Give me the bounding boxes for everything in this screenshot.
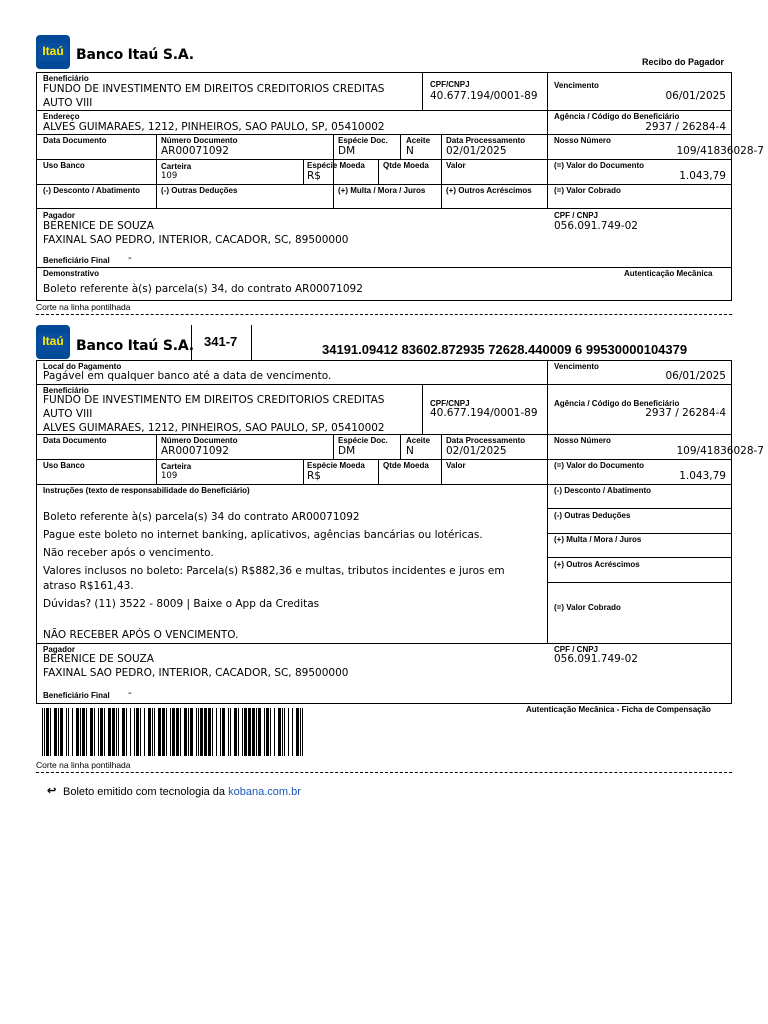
barcode-bar: [122, 708, 125, 756]
barcode-bar: [66, 708, 67, 756]
label-instrucoes: Instruções (texto de responsabilidade do Beneficiário): [43, 486, 250, 495]
instrucao-line: Boleto referente à(s) parcela(s) 34 do contrato AR00071092: [43, 511, 360, 523]
vencimento-value: 06/01/2025: [665, 370, 726, 382]
barcode-bar: [252, 708, 255, 756]
label-desconto: (-) Desconto / Abatimento: [554, 486, 652, 495]
instrucao-line: Não receber após o vencimento.: [43, 547, 214, 559]
label-cpfcnpj: CPF/CNPJ: [430, 80, 470, 89]
label-valor: Valor: [446, 461, 466, 470]
barcode-bar: [130, 708, 131, 756]
pagador-cpf: 056.091.749-02: [554, 220, 638, 232]
itau-logo: Itaú: [36, 325, 70, 359]
instrucao-line: Valores inclusos no boleto: Parcela(s) R$882,36 e multas, tributos incidentes e juros em: [43, 565, 505, 577]
label-numero-documento: Número Documento: [161, 136, 238, 145]
beneficiario-cnpj: 40.677.194/0001-89: [430, 90, 538, 102]
barcode-bar: [282, 708, 283, 756]
barcode-bar: [238, 708, 239, 756]
barcode-bar: [200, 708, 203, 756]
barcode-bar: [198, 708, 199, 756]
instrucao-line: Dúvidas? (11) 3522 - 8009 | Baixe o App da Creditas: [43, 598, 320, 610]
barcode-bar: [162, 708, 165, 756]
label-carteira: Carteira: [161, 162, 192, 171]
label-outros-acrescimos: (+) Outros Acréscimos: [554, 560, 640, 569]
barcode-bar: [136, 708, 139, 756]
agencia-value: 2937 / 26284-4: [645, 121, 726, 133]
label-multa: (+) Multa / Mora / Juros: [338, 186, 426, 195]
label-especie-doc: Espécie Doc.: [338, 136, 388, 145]
barcode-bar: [68, 708, 69, 756]
nosso-numero-value: 109/41836028-7: [676, 445, 764, 457]
footer-text: Boleto emitido com tecnologia da kobana.com.br: [63, 786, 301, 798]
label-valor-documento: (=) Valor do Documento: [554, 461, 645, 470]
local-pagamento-value: Pagável em qualquer banco até a data de vencimento.: [43, 370, 332, 382]
barcode-bar: [108, 708, 111, 756]
label-vencimento: Vencimento: [554, 362, 599, 371]
pagador-endereco: FAXINAL SAO PEDRO, INTERIOR, CACADOR, SC, 89500000: [43, 234, 349, 246]
barcode-bar: [204, 708, 207, 756]
label-valor-documento: (=) Valor do Documento: [554, 161, 645, 170]
kobana-link[interactable]: kobana.com.br: [228, 786, 301, 798]
label-beneficiario: Beneficiário: [43, 386, 89, 395]
barcode-bar: [140, 708, 141, 756]
label-beneficiario-final: Beneficiário Final: [43, 691, 110, 700]
barcode-bar: [126, 708, 127, 756]
barcode-bar: [256, 708, 257, 756]
demonstrativo-value: Boleto referente à(s) parcela(s) 34, do contrato AR00071092: [43, 283, 363, 295]
beneficiario-cnpj: 40.677.194/0001-89: [430, 407, 538, 419]
label-desconto: (-) Desconto / Abatimento: [43, 186, 141, 195]
barcode-bar: [212, 708, 213, 756]
carteira-value: 109: [161, 171, 178, 181]
especie-doc-value: DM: [338, 145, 356, 157]
barcode-bar: [54, 708, 57, 756]
label-especie-doc: Espécie Doc.: [338, 436, 388, 445]
label-uso-banco: Uso Banco: [43, 161, 85, 170]
numero-documento-value: AR00071092: [161, 445, 229, 457]
numero-documento-value: AR00071092: [161, 145, 229, 157]
label-valor-cobrado: (=) Valor Cobrado: [554, 603, 621, 612]
valor-documento-value: 1.043,79: [679, 470, 726, 482]
label-qtde-moeda: Qtde Moeda: [383, 461, 429, 470]
barcode-bar: [208, 708, 211, 756]
instrucao-line: atraso R$161,43.: [43, 580, 134, 592]
barcode-bar: [166, 708, 167, 756]
label-pagador: Pagador: [43, 645, 76, 654]
barcode-bar: [170, 708, 171, 756]
barcode-bar: [242, 708, 243, 756]
aceite-value: N: [406, 445, 414, 457]
label-cpf-cnpj: CPF / CNPJ: [554, 645, 599, 654]
barcode-bar: [112, 708, 115, 756]
linha-digitavel: 34191.09412 83602.872935 72628.440009 6 99530000104379: [322, 342, 688, 357]
barcode-bar: [72, 708, 73, 756]
barcode-bar: [216, 708, 217, 756]
bank-code: 341-7: [204, 334, 238, 349]
barcode-bar: [176, 708, 179, 756]
barcode-bar: [180, 708, 181, 756]
barcode-bar: [82, 708, 85, 756]
barcode-bar: [264, 708, 265, 756]
agencia-value: 2937 / 26284-4: [645, 407, 726, 419]
barcode-bar: [284, 708, 285, 756]
label-qtde-moeda: Qtde Moeda: [383, 161, 429, 170]
label-aceite: Aceite: [406, 436, 431, 445]
label-autenticacao: Autenticação Mecânica - Ficha de Compensação: [526, 705, 711, 714]
label-endereco: Endereço: [43, 112, 80, 121]
label-data-documento: Data Documento: [43, 436, 107, 445]
kobana-icon: ↩: [47, 785, 57, 797]
barcode-bar: [42, 708, 43, 756]
label-demonstrativo: Demonstrativo: [43, 269, 100, 278]
label-autenticacao: Autenticação Mecânica: [624, 269, 713, 278]
barcode-bar: [152, 708, 153, 756]
label-uso-banco: Uso Banco: [43, 461, 85, 470]
barcode-bar: [154, 708, 155, 756]
barcode-bar: [258, 708, 261, 756]
label-outras-deducoes: (-) Outras Deduções: [161, 186, 238, 195]
corte-label: Corte na linha pontilhada: [36, 302, 131, 312]
aceite-value: N: [406, 145, 414, 157]
pagador-nome: BERENICE DE SOUZA: [43, 653, 154, 665]
vencimento-value: 06/01/2025: [665, 90, 726, 102]
barcode-bar: [46, 708, 49, 756]
pagador-cpf: 056.091.749-02: [554, 653, 638, 665]
barcode-bar: [158, 708, 161, 756]
beneficiario-line2: AUTO VIII: [43, 97, 93, 109]
barcode-bar: [148, 708, 151, 756]
instrucao-line: Pague este boleto no internet banking, aplicativos, agências bancárias ou lotéricas.: [43, 529, 483, 541]
nosso-numero-value: 109/41836028-7: [676, 145, 764, 157]
barcode-bar: [94, 708, 95, 756]
cut-line: [36, 314, 732, 315]
barcode-bar: [244, 708, 247, 756]
barcode: [42, 708, 438, 756]
barcode-bar: [190, 708, 193, 756]
barcode-bar: [172, 708, 175, 756]
barcode-bar: [60, 708, 63, 756]
barcode-bar: [220, 708, 221, 756]
bank-name: Banco Itaú S.A.: [76, 47, 194, 63]
label-beneficiario: Beneficiário: [43, 74, 89, 83]
barcode-bar: [234, 708, 237, 756]
bank-name: Banco Itaú S.A.: [76, 338, 194, 354]
barcode-bar: [270, 708, 271, 756]
valor-documento-value: 1.043,79: [679, 170, 726, 182]
label-outras-deducoes: (-) Outras Deduções: [554, 511, 631, 520]
beneficiario-final-value: -: [128, 252, 132, 264]
barcode-bar: [90, 708, 93, 756]
beneficiario-line2: AUTO VIII: [43, 408, 93, 420]
barcode-bar: [116, 708, 117, 756]
label-nosso-numero: Nosso Número: [554, 136, 611, 145]
barcode-bar: [134, 708, 135, 756]
label-especie-moeda: Espécie Moeda: [307, 161, 365, 170]
barcode-bar: [296, 708, 299, 756]
label-cpf-cnpj: CPF / CNPJ: [554, 211, 599, 220]
beneficiario-final-value: -: [128, 687, 132, 699]
data-processamento-value: 02/01/2025: [446, 445, 507, 457]
barcode-bar: [50, 708, 51, 756]
barcode-bar: [302, 708, 303, 756]
receipt-title: Recibo do Pagador: [642, 57, 725, 67]
beneficiario-line3: ALVES GUIMARAES, 1212, PINHEIROS, SAO PAULO, SP, 05410002: [43, 422, 385, 434]
beneficiario-line1: FUNDO DE INVESTIMENTO EM DIREITOS CREDITORIOS CREDITAS: [43, 83, 385, 95]
barcode-bar: [230, 708, 231, 756]
barcode-bar: [144, 708, 145, 756]
especie-doc-value: DM: [338, 445, 356, 457]
label-numero-documento: Número Documento: [161, 436, 238, 445]
barcode-bar: [222, 708, 225, 756]
barcode-bar: [288, 708, 289, 756]
cut-line: [36, 772, 732, 773]
barcode-bar: [44, 708, 45, 756]
label-beneficiario-final: Beneficiário Final: [43, 256, 110, 265]
label-data-processamento: Data Processamento: [446, 136, 526, 145]
label-carteira: Carteira: [161, 462, 192, 471]
label-multa: (+) Multa / Mora / Juros: [554, 535, 642, 544]
endereco-value: ALVES GUIMARAES, 1212, PINHEIROS, SAO PAULO, SP, 05410002: [43, 121, 385, 133]
label-especie-moeda: Espécie Moeda: [307, 461, 365, 470]
barcode-bar: [292, 708, 293, 756]
barcode-bar: [188, 708, 189, 756]
data-processamento-value: 02/01/2025: [446, 145, 507, 157]
especie-moeda-value: R$: [307, 470, 321, 482]
barcode-bar: [228, 708, 229, 756]
barcode-bar: [100, 708, 103, 756]
barcode-bar: [274, 708, 275, 756]
barcode-bar: [196, 708, 197, 756]
barcode-bar: [58, 708, 59, 756]
instrucao-line: NÃO RECEBER APÓS O VENCIMENTO.: [43, 629, 239, 641]
corte-label: Corte na linha pontilhada: [36, 760, 131, 770]
barcode-bar: [184, 708, 187, 756]
label-valor: Valor: [446, 161, 466, 170]
barcode-bar: [266, 708, 269, 756]
especie-moeda-value: R$: [307, 170, 321, 182]
barcode-bar: [76, 708, 79, 756]
barcode-bar: [118, 708, 119, 756]
pagador-nome: BERENICE DE SOUZA: [43, 220, 154, 232]
barcode-bar: [248, 708, 251, 756]
barcode-bar: [300, 708, 301, 756]
barcode-bar: [86, 708, 87, 756]
label-cpfcnpj: CPF/CNPJ: [430, 399, 470, 408]
barcode-bar: [104, 708, 105, 756]
carteira-value: 109: [161, 471, 178, 481]
label-nosso-numero: Nosso Número: [554, 436, 611, 445]
label-local-pagamento: Local do Pagamento: [43, 362, 122, 371]
barcode-bar: [278, 708, 281, 756]
barcode-bar: [98, 708, 99, 756]
pagador-endereco: FAXINAL SAO PEDRO, INTERIOR, CACADOR, SC, 89500000: [43, 667, 349, 679]
label-outros-acrescimos: (+) Outros Acréscimos: [446, 186, 532, 195]
label-aceite: Aceite: [406, 136, 431, 145]
label-vencimento: Vencimento: [554, 81, 599, 90]
barcode-bar: [80, 708, 81, 756]
label-agencia: Agência / Código do Beneficiário: [554, 399, 680, 408]
label-valor-cobrado: (=) Valor Cobrado: [554, 186, 621, 195]
label-pagador: Pagador: [43, 211, 76, 220]
label-agencia: Agência / Código do Beneficiário: [554, 112, 680, 121]
label-data-processamento: Data Processamento: [446, 436, 526, 445]
label-data-documento: Data Documento: [43, 136, 107, 145]
itau-logo: Itaú: [36, 35, 70, 69]
beneficiario-line1: FUNDO DE INVESTIMENTO EM DIREITOS CREDITORIOS CREDITAS: [43, 394, 385, 406]
